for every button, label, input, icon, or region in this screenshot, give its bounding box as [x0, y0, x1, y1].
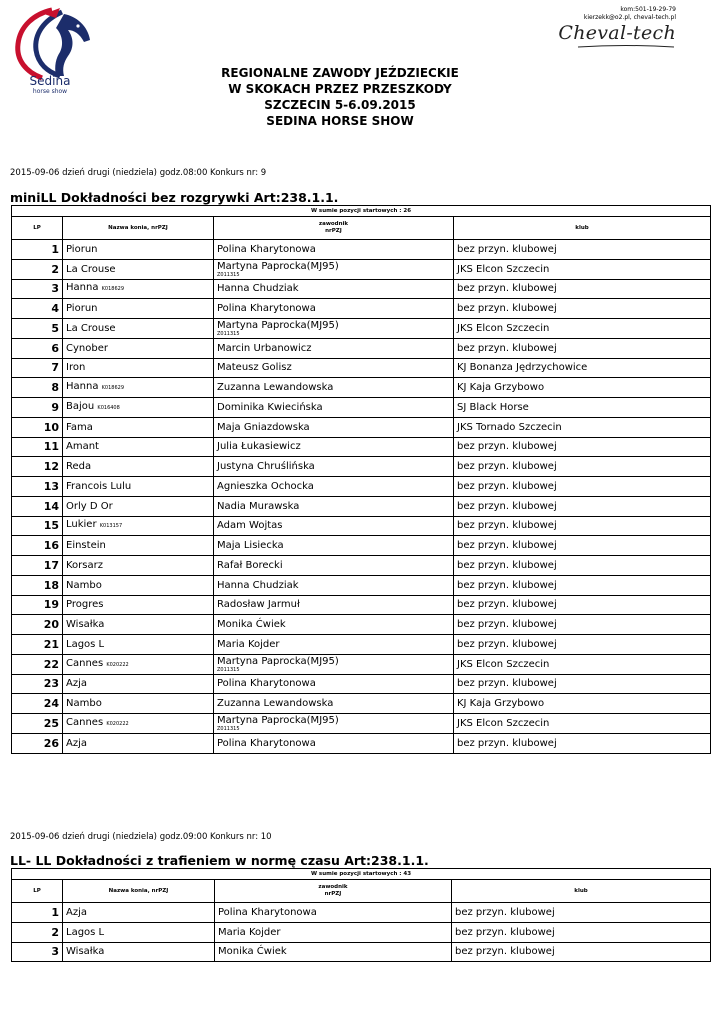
table-row — [12, 694, 711, 714]
cell-club: bez przyn. klubowej — [454, 733, 711, 753]
cell-rider — [214, 694, 454, 714]
horse-name: Lukier — [66, 519, 97, 531]
cell-horse — [63, 319, 214, 339]
cell-rider — [214, 615, 454, 635]
cell-rider — [214, 358, 454, 378]
horse-name: Iron — [66, 362, 86, 374]
table-row — [12, 437, 711, 457]
col-lp: LP — [12, 217, 63, 240]
table-row — [12, 595, 711, 615]
rider-name: Monika Ćwiek — [218, 946, 287, 958]
cell-lp: 14 — [12, 496, 63, 516]
cell-horse — [63, 496, 214, 516]
rider-name: Martyna Paprocka(MJ95) — [217, 655, 339, 667]
cell-club: bez przyn. klubowej — [454, 516, 711, 536]
rider-name: Nadia Murawska — [217, 500, 300, 512]
rider-name: Mateusz Golisz — [217, 362, 292, 374]
rider-name: Justyna Chruślińska — [217, 461, 315, 473]
rider-name: Dominika Kwiecińska — [217, 401, 323, 413]
cell-club: SJ Black Horse — [454, 398, 711, 418]
cell-horse — [63, 259, 214, 279]
start-list-table — [11, 868, 711, 962]
horse-name: Azja — [66, 737, 87, 749]
logo-tagline: horse show — [32, 88, 68, 95]
horse-nr: K013157 — [99, 523, 123, 530]
cell-lp: 2 — [12, 259, 63, 279]
cell-lp: 4 — [12, 299, 63, 319]
cell-club: KJ Bonanza Jędrzychowice — [454, 358, 711, 378]
horse-name: Azja — [66, 678, 87, 690]
contact-phone: kom:501-19-29-79 — [620, 6, 676, 13]
horse-name: Cynober — [66, 342, 108, 354]
cell-horse — [63, 635, 214, 655]
table-row — [12, 378, 711, 398]
cell-club: JKS Tornado Szczecin — [454, 417, 711, 437]
cell-lp: 1 — [12, 903, 63, 923]
cell-lp: 5 — [12, 319, 63, 339]
table-row — [12, 338, 711, 358]
rider-name: Hanna Chudziak — [217, 283, 299, 295]
cell-lp: 9 — [12, 398, 63, 418]
cell-lp: 16 — [12, 536, 63, 556]
cell-horse — [63, 338, 214, 358]
rider-name: Maria Kojder — [217, 638, 280, 650]
cell-club: bez przyn. klubowej — [454, 556, 711, 576]
header-line2: W SKOKACH PRZEZ PRZESZKODY — [228, 82, 452, 96]
table-row — [12, 299, 711, 319]
cell-lp: 3 — [12, 942, 63, 962]
rider-nr: Z011315 — [217, 666, 240, 673]
cell-horse — [63, 240, 214, 260]
cell-rider — [215, 942, 452, 962]
competition-info: 2015-09-06 dzień drugi (niedziela) godz.08:00 Konkurs nr: 9 — [10, 168, 267, 178]
cell-club: bez przyn. klubowej — [454, 635, 711, 655]
cell-rider — [214, 417, 454, 437]
cell-horse — [63, 575, 214, 595]
cell-horse — [63, 477, 214, 497]
col-rider — [215, 880, 452, 903]
cell-lp: 18 — [12, 575, 63, 595]
horse-name: La Crouse — [66, 263, 116, 275]
horse-name: Wisałka — [66, 619, 105, 631]
rider-nr: Z011315 — [217, 330, 240, 337]
cell-club: JKS Elcon Szczecin — [454, 259, 711, 279]
table-row — [12, 942, 711, 962]
sedina-logo — [4, 4, 96, 104]
rider-name: Radosław Jarmuł — [217, 599, 300, 611]
horse-name: Lagos L — [66, 638, 105, 650]
cell-lp: 1 — [12, 240, 63, 260]
cell-rider — [214, 259, 454, 279]
table-row — [12, 536, 711, 556]
cell-horse — [63, 457, 214, 477]
cell-rider — [214, 477, 454, 497]
horse-name: Piorun — [66, 303, 98, 315]
cell-horse — [63, 516, 214, 536]
rider-name: Agnieszka Ochocka — [217, 480, 314, 492]
rider-name: Polina Kharytonowa — [217, 737, 316, 749]
cell-rider — [214, 319, 454, 339]
cell-lp: 20 — [12, 615, 63, 635]
competition-info: 2015-09-06 dzień drugi (niedziela) godz.09:00 Konkurs nr: 10 — [10, 832, 272, 842]
cell-rider — [215, 903, 452, 923]
table-row — [12, 556, 711, 576]
rider-name: Martyna Paprocka(MJ95) — [217, 260, 339, 272]
cell-lp: 10 — [12, 417, 63, 437]
cell-club: bez przyn. klubowej — [454, 477, 711, 497]
rider-name: Martyna Paprocka(MJ95) — [217, 714, 339, 726]
horse-name: La Crouse — [66, 322, 116, 334]
horse-name: Piorun — [66, 243, 98, 255]
cell-club: bez przyn. klubowej — [454, 575, 711, 595]
horse-name: Azja — [66, 906, 87, 918]
event-header — [130, 65, 550, 129]
cell-rider — [214, 575, 454, 595]
start-count: W sumie pozycji startowych : 43 — [12, 869, 711, 880]
table-row — [12, 635, 711, 655]
table-row — [12, 654, 711, 674]
cell-club: bez przyn. klubowej — [454, 279, 711, 299]
cell-club: KJ Kaja Grzybowo — [454, 694, 711, 714]
cell-lp: 17 — [12, 556, 63, 576]
cell-rider — [214, 437, 454, 457]
cell-horse — [63, 437, 214, 457]
cell-rider — [214, 240, 454, 260]
horse-name: Wisałka — [66, 946, 105, 958]
rider-name: Polina Kharytonowa — [217, 678, 316, 690]
horse-name: Nambo — [66, 698, 102, 710]
horse-name: Reda — [66, 461, 92, 473]
table-row — [12, 575, 711, 595]
horse-name: Orly D Or — [66, 500, 113, 512]
horse-name: Francois Lulu — [66, 480, 132, 492]
brand-logo: Cheval-tech — [558, 22, 676, 44]
table-row — [12, 714, 711, 734]
contact-info — [584, 6, 676, 22]
cell-horse — [63, 536, 214, 556]
table-row — [12, 240, 711, 260]
cell-lp: 13 — [12, 477, 63, 497]
cell-horse — [63, 378, 214, 398]
cell-lp: 15 — [12, 516, 63, 536]
cell-club: JKS Elcon Szczecin — [454, 654, 711, 674]
cell-club: bez przyn. klubowej — [452, 942, 711, 962]
horse-nr: K020222 — [106, 720, 129, 727]
rider-nr: Z011315 — [217, 271, 240, 278]
horse-nr: K016408 — [97, 404, 120, 411]
start-list-table — [11, 205, 711, 754]
cell-club: bez przyn. klubowej — [454, 674, 711, 694]
cell-horse — [63, 922, 215, 942]
cell-rider — [214, 595, 454, 615]
cell-lp: 23 — [12, 674, 63, 694]
rider-name: Polina Kharytonowa — [217, 243, 316, 255]
brand-underline-icon — [576, 44, 676, 50]
horse-name: Hanna — [66, 381, 99, 393]
col-club: klub — [454, 217, 711, 240]
competition-title: LL- LL Dokładności z trafieniem w normę czasu Art:238.1.1. — [10, 853, 429, 868]
cell-horse — [63, 615, 214, 635]
col-horse: Nazwa konia, nrPZJ — [63, 880, 215, 903]
horse-name: Fama — [66, 421, 93, 433]
cell-rider — [214, 654, 454, 674]
col-rider — [214, 217, 454, 240]
horse-nr: K018629 — [101, 286, 125, 293]
table-row — [12, 417, 711, 437]
cell-rider — [214, 536, 454, 556]
col-club: klub — [452, 880, 711, 903]
rider-name: Hanna Chudziak — [217, 579, 299, 591]
horse-name: Bajou — [66, 400, 95, 412]
cell-horse — [63, 942, 215, 962]
cell-lp: 11 — [12, 437, 63, 457]
competition-title: miniLL Dokładności bez rozgrywki Art:238.1.1. — [10, 190, 339, 205]
cell-club: bez przyn. klubowej — [454, 437, 711, 457]
horse-name: Progres — [66, 599, 104, 611]
table-row — [12, 615, 711, 635]
cell-lp: 21 — [12, 635, 63, 655]
rider-name: Monika Ćwiek — [217, 619, 286, 631]
cell-lp: 6 — [12, 338, 63, 358]
cell-horse — [63, 903, 215, 923]
rider-name: Rafał Borecki — [217, 559, 283, 571]
start-count: W sumie pozycji startowych : 26 — [12, 206, 711, 217]
table-row — [12, 319, 711, 339]
horse-name: Hanna — [66, 282, 99, 294]
cell-rider — [214, 299, 454, 319]
cell-lp: 24 — [12, 694, 63, 714]
cell-club: JKS Elcon Szczecin — [454, 319, 711, 339]
cell-horse — [63, 694, 214, 714]
header-line4: SEDINA HORSE SHOW — [266, 114, 414, 128]
cell-horse — [63, 654, 214, 674]
rider-name: Adam Wojtas — [217, 520, 283, 532]
col-rider-nr: nrPZJ — [324, 891, 342, 897]
cell-lp: 7 — [12, 358, 63, 378]
cell-horse — [63, 674, 214, 694]
cell-horse — [63, 398, 214, 418]
horse-name: Cannes — [66, 657, 104, 669]
horse-nr: K018629 — [101, 385, 125, 392]
cell-lp: 22 — [12, 654, 63, 674]
cell-rider — [214, 279, 454, 299]
rider-name: Zuzanna Lewandowska — [217, 698, 334, 710]
cell-rider — [214, 338, 454, 358]
cell-club: bez przyn. klubowej — [452, 903, 711, 923]
cell-club: bez przyn. klubowej — [454, 457, 711, 477]
cell-club: bez przyn. klubowej — [454, 536, 711, 556]
table-row — [12, 903, 711, 923]
table-row — [12, 922, 711, 942]
cell-horse — [63, 595, 214, 615]
cell-club: bez przyn. klubowej — [452, 922, 711, 942]
cell-horse — [63, 556, 214, 576]
cell-club: bez przyn. klubowej — [454, 595, 711, 615]
rider-name: Zuzanna Lewandowska — [217, 382, 334, 394]
horse-name: Lagos L — [66, 926, 105, 938]
col-rider-nr: nrPZJ — [325, 228, 342, 234]
rider-name: Maja Lisiecka — [217, 540, 284, 552]
horse-name: Amant — [66, 441, 99, 453]
table-row — [12, 477, 711, 497]
cell-rider — [214, 556, 454, 576]
cell-lp: 25 — [12, 714, 63, 734]
rider-name: Polina Kharytonowa — [218, 906, 317, 918]
col-lp: LP — [12, 880, 63, 903]
cell-horse — [63, 279, 214, 299]
table-row — [12, 398, 711, 418]
cell-lp: 26 — [12, 733, 63, 753]
contact-email: kierzekk@o2.pl, cheval-tech.pl — [583, 14, 676, 21]
cell-rider — [214, 516, 454, 536]
cell-horse — [63, 299, 214, 319]
logo-name: Sedina — [29, 74, 71, 88]
table-row — [12, 259, 711, 279]
table-row — [12, 733, 711, 753]
horse-nr: K020222 — [106, 661, 129, 668]
rider-name: Julia Łukasiewicz — [217, 441, 301, 453]
rider-name: Marcin Urbanowicz — [217, 342, 312, 354]
horse-name: Nambo — [66, 579, 102, 591]
cell-club: KJ Kaja Grzybowo — [454, 378, 711, 398]
header-line3: SZCZECIN 5-6.09.2015 — [264, 98, 416, 112]
cell-lp: 8 — [12, 378, 63, 398]
header-line1: REGIONALNE ZAWODY JEŹDZIECKIE — [221, 66, 459, 80]
col-rider-label: zawodnik — [318, 221, 349, 227]
cell-horse — [63, 417, 214, 437]
cell-club: bez przyn. klubowej — [454, 338, 711, 358]
cell-rider — [214, 733, 454, 753]
cell-rider — [214, 496, 454, 516]
cell-horse — [63, 358, 214, 378]
cell-club: bez przyn. klubowej — [454, 240, 711, 260]
cell-club: bez przyn. klubowej — [454, 496, 711, 516]
cell-rider — [214, 635, 454, 655]
cell-horse — [63, 714, 214, 734]
horse-name: Cannes — [66, 716, 104, 728]
cell-club: bez przyn. klubowej — [454, 299, 711, 319]
cell-rider — [214, 714, 454, 734]
cell-rider — [214, 674, 454, 694]
cell-rider — [214, 378, 454, 398]
col-horse: Nazwa konia, nrPZJ — [63, 217, 214, 240]
col-rider-label: zawodnik — [318, 884, 348, 890]
cell-lp: 12 — [12, 457, 63, 477]
rider-name: Martyna Paprocka(MJ95) — [217, 319, 339, 331]
rider-name: Maria Kojder — [218, 926, 281, 938]
table-row — [12, 279, 711, 299]
cell-rider — [214, 398, 454, 418]
cell-club: JKS Elcon Szczecin — [454, 714, 711, 734]
rider-name: Polina Kharytonowa — [217, 303, 316, 315]
horse-name: Einstein — [66, 540, 106, 552]
cell-rider — [215, 922, 452, 942]
cell-horse — [63, 733, 214, 753]
cell-lp: 19 — [12, 595, 63, 615]
table-row — [12, 516, 711, 536]
table-row — [12, 358, 711, 378]
rider-nr: Z011315 — [217, 725, 240, 732]
cell-rider — [214, 457, 454, 477]
horse-name: Korsarz — [66, 559, 103, 571]
table-row — [12, 457, 711, 477]
cell-lp: 2 — [12, 922, 63, 942]
cell-lp: 3 — [12, 279, 63, 299]
table-row — [12, 674, 711, 694]
rider-name: Maja Gniazdowska — [217, 421, 310, 433]
table-row — [12, 496, 711, 516]
cell-club: bez przyn. klubowej — [454, 615, 711, 635]
